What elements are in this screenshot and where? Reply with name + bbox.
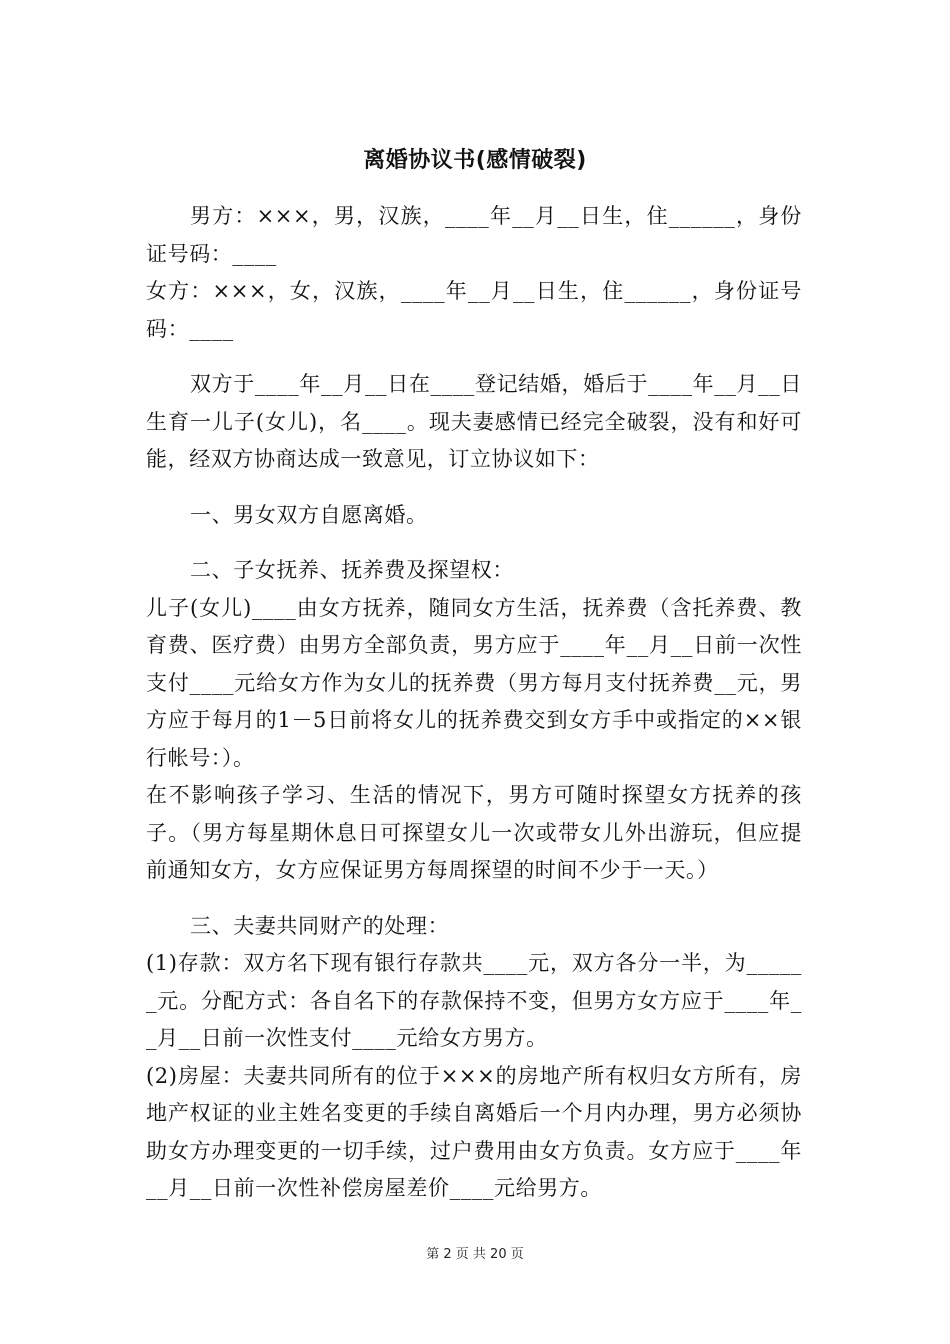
page-number-footer: 第 2 页 共 20 页 — [426, 1247, 524, 1262]
paragraph-visitation: 在不影响孩子学习、生活的情况下，男方可随时探望女方抚养的孩子。（男方每星期休息日可探望女儿一次或带女儿外出游玩，但应提前通知女方，女方应保证男方每周探望的时间不少于一天。） — [146, 783, 802, 882]
document-body — [146, 198, 802, 1208]
paragraph-deposits: (1)存款：双方名下现有银行存款共____元，双方各分一半，为______元。分配方式：各自名下的存款保持不变，但男方女方应于____年__月__日前一次性支付____元给女方男方。 — [146, 951, 802, 1050]
paragraph-house: (2)房屋：夫妻共同所有的位于×××的房地产所有权归女方所有，房地产权证的业主姓名变更的手续自离婚后一个月内办理，男方必须协助女方办理变更的一切手续，过户费用由女方负责。女方应于____年__月__日前一次性补偿房屋差价____元给男方。 — [146, 1063, 802, 1200]
paragraph-male-party: 男方：×××，男，汉族，____年__月__日生，住______，身份证号码：____ — [146, 204, 802, 266]
paragraph-clause-3-heading: 三、夫妻共同财产的处理： — [190, 913, 450, 938]
paragraph-marriage-info: 双方于____年__月__日在____登记结婚，婚后于____年__月__日生育一儿子(女儿)，名____。现夫妻感情已经完全破裂，没有和好可能，经双方协商达成一致意见，订立协议如下： — [146, 372, 802, 471]
paragraph-clause-1: 一、男女双方自愿离婚。 — [190, 502, 428, 527]
paragraph-female-party: 女方：×××，女，汉族，____年__月__日生，住______，身份证号码：____ — [146, 279, 802, 341]
paragraph-clause-2-heading: 二、子女抚养、抚养费及探望权： — [190, 558, 514, 582]
paragraph-child-support: 儿子(女儿)____由女方抚养，随同女方生活，抚养费（含托养费、教育费、医疗费）由男方全部负责，男方应于____年__月__日前一次性支付____元给女方作为女儿的抚养费（男方每月支付抚养费__元，男方应于每月的1－5日前将女儿的抚养费交到女方手中或指定的××银行帐号：）。 — [146, 595, 802, 770]
document-title: 离婚协议书(感情破裂) — [363, 148, 587, 173]
